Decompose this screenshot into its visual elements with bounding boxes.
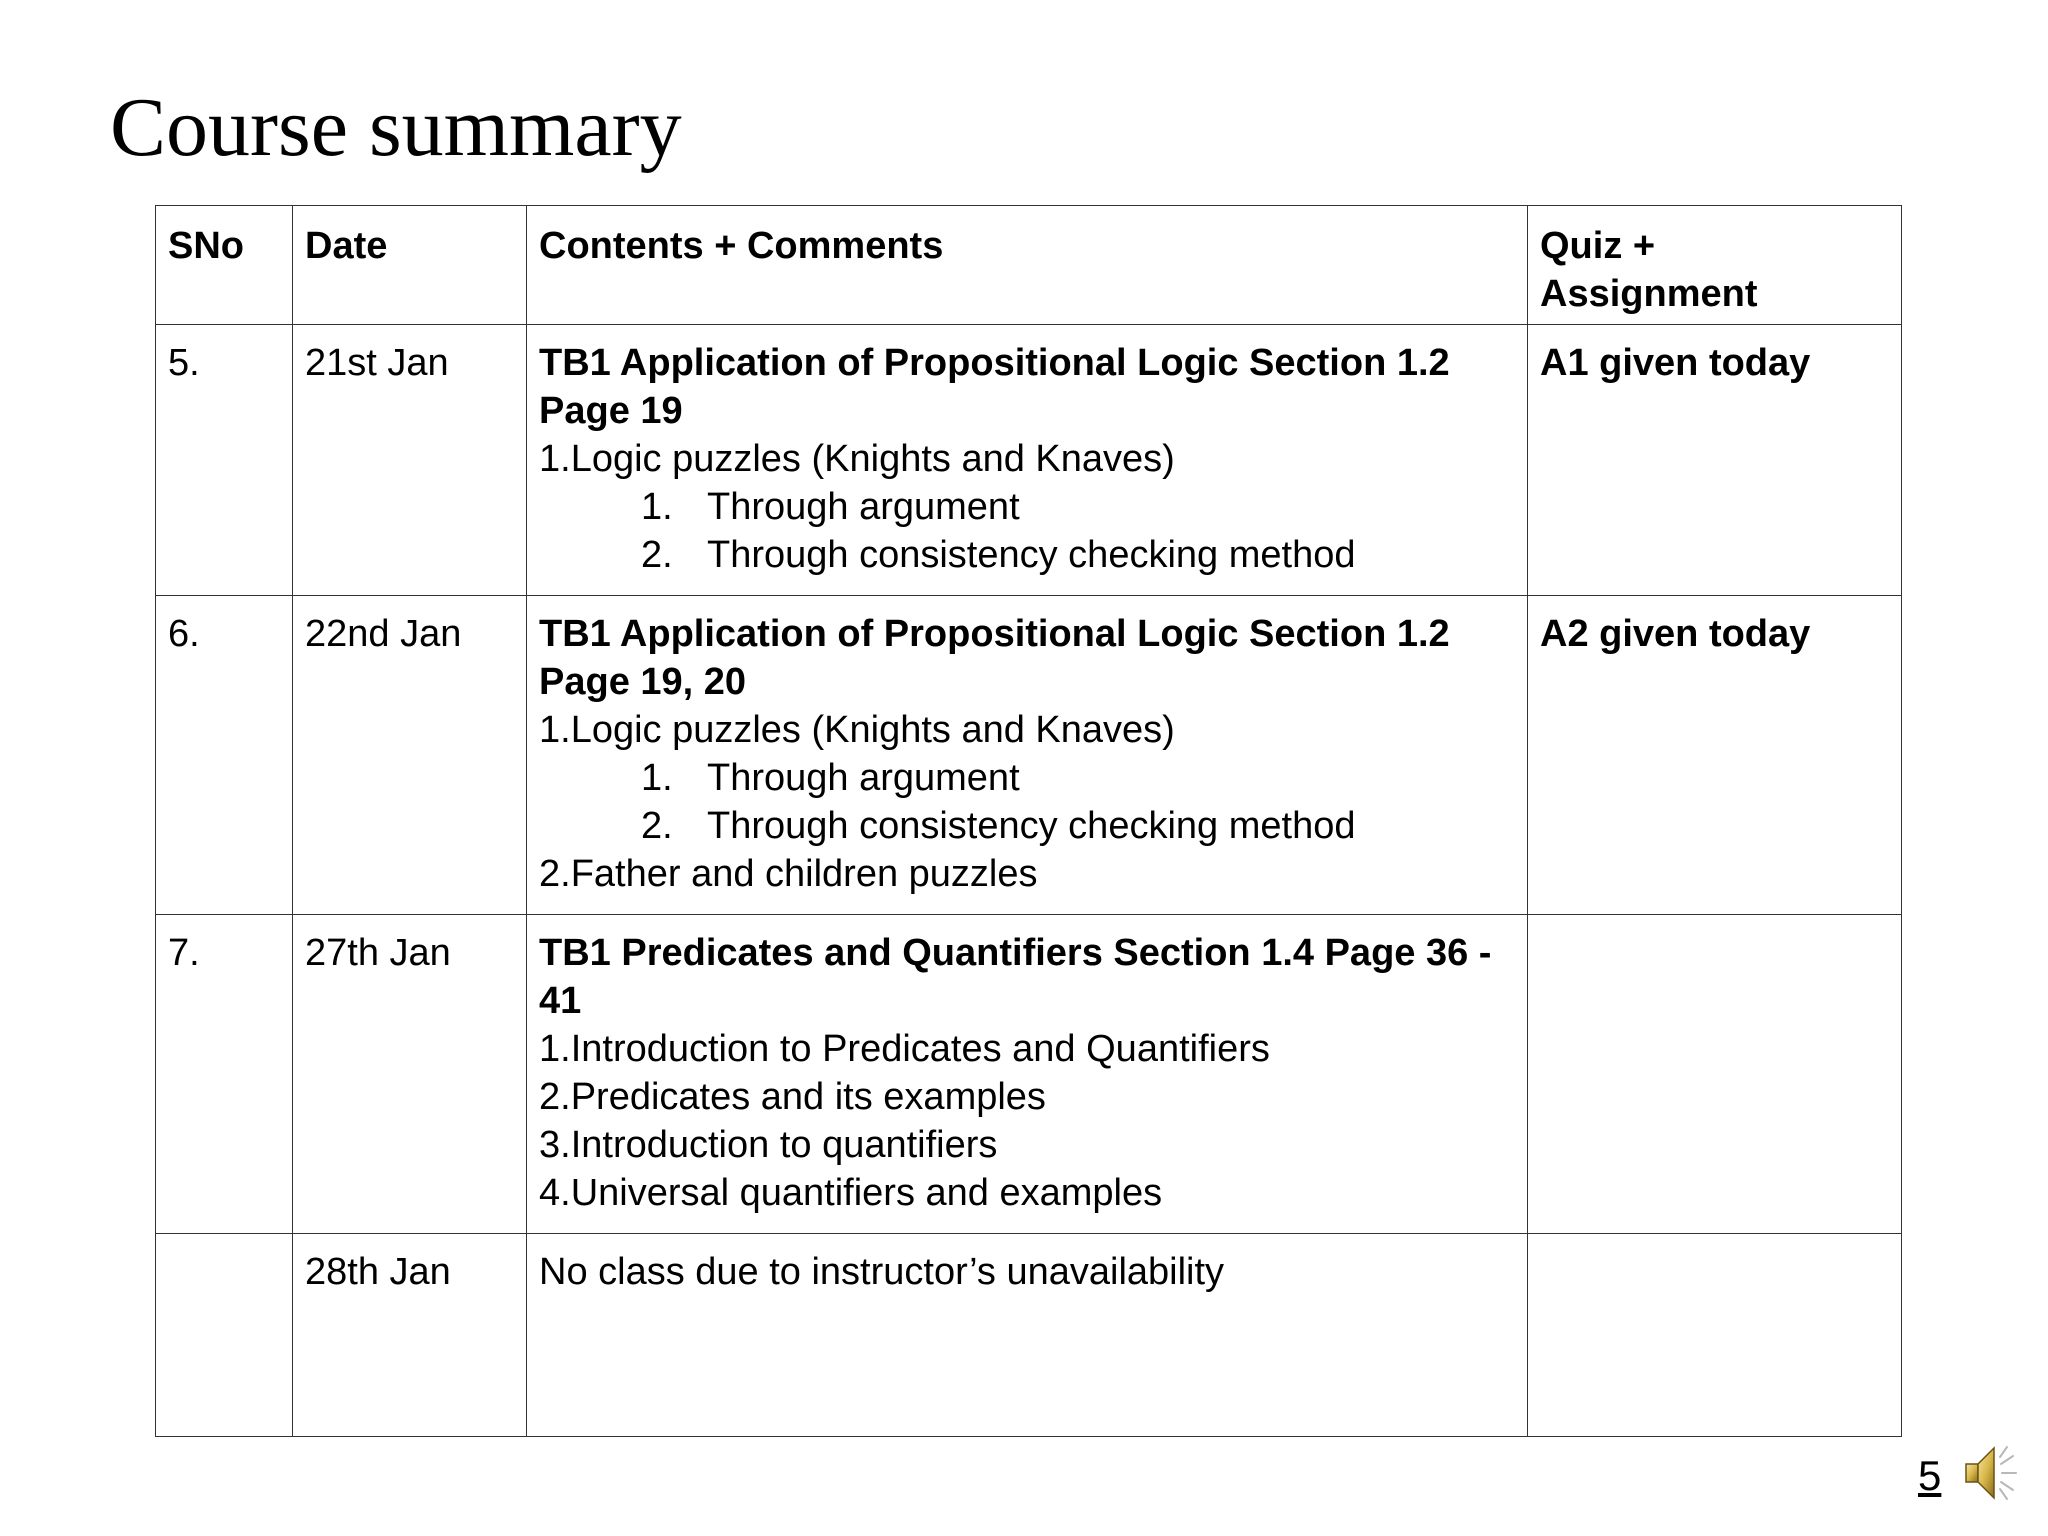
- cell-date: 21st Jan: [293, 325, 527, 596]
- subitem-text: Through argument: [707, 757, 1020, 799]
- contents-item: 1.Logic puzzles (Knights and Knaves): [539, 709, 1175, 751]
- table-row: [156, 1234, 1902, 1437]
- subitem-number: 2.: [641, 805, 673, 847]
- cell-date: 22nd Jan: [293, 596, 527, 915]
- subitem-text: Through consistency checking method: [707, 534, 1356, 576]
- contents-heading: TB1 Application of Propositional Logic Section 1.2 Page 19: [539, 342, 1450, 432]
- page-number: 5: [1918, 1452, 1942, 1499]
- header-contents: Contents + Comments: [527, 206, 1528, 325]
- cell-sno: 5.: [156, 325, 293, 596]
- table-row: [156, 325, 1902, 596]
- cell-date: 27th Jan: [293, 915, 527, 1234]
- course-summary-table: [155, 205, 1902, 1437]
- speaker-icon[interactable]: [1958, 1440, 2022, 1504]
- subitem-number: 1.: [641, 757, 673, 799]
- subitem-number: 1.: [641, 486, 673, 528]
- header-sno: SNo: [156, 206, 293, 325]
- contents-item: No class due to instructor’s unavailability: [539, 1251, 1225, 1293]
- subitem-number: 2.: [641, 534, 673, 576]
- contents-heading: TB1 Predicates and Quantifiers Section 1.4 Page 36 - 41: [539, 932, 1492, 1022]
- header-quiz-line1: Quiz +: [1540, 225, 1656, 267]
- contents-item: 1.Logic puzzles (Knights and Knaves): [539, 438, 1175, 480]
- cell-quiz: [1528, 1234, 1902, 1437]
- cell-contents: [527, 596, 1528, 915]
- header-quiz-line2: Assignment: [1540, 273, 1758, 315]
- contents-item: 1.Introduction to Predicates and Quantifiers: [539, 1028, 1270, 1070]
- cell-sno: 6.: [156, 596, 293, 915]
- contents-subitem: [539, 754, 1515, 802]
- subitem-text: Through argument: [707, 486, 1020, 528]
- header-date: Date: [293, 206, 527, 325]
- cell-sno: 7.: [156, 915, 293, 1234]
- header-quiz-assignment: [1528, 206, 1902, 325]
- contents-heading: TB1 Application of Propositional Logic Section 1.2 Page 19, 20: [539, 613, 1450, 703]
- contents-item: 2.Father and children puzzles: [539, 853, 1038, 895]
- table-header-row: [156, 206, 1902, 325]
- cell-sno: [156, 1234, 293, 1437]
- cell-contents: [527, 915, 1528, 1234]
- cell-quiz: A2 given today: [1528, 596, 1902, 915]
- contents-subitem: [539, 802, 1515, 850]
- subitem-text: Through consistency checking method: [707, 805, 1356, 847]
- slide-title: Course summary: [110, 81, 682, 174]
- contents-subitem: [539, 531, 1515, 579]
- cell-quiz: [1528, 915, 1902, 1234]
- contents-item: 4.Universal quantifiers and examples: [539, 1172, 1163, 1214]
- table-row: [156, 915, 1902, 1234]
- contents-item: 2.Predicates and its examples: [539, 1076, 1046, 1118]
- cell-date: 28th Jan: [293, 1234, 527, 1437]
- contents-subitem: [539, 483, 1515, 531]
- contents-item: 3.Introduction to quantifiers: [539, 1124, 998, 1166]
- cell-quiz: A1 given today: [1528, 325, 1902, 596]
- cell-contents: [527, 1234, 1528, 1437]
- table-row: [156, 596, 1902, 915]
- cell-contents: [527, 325, 1528, 596]
